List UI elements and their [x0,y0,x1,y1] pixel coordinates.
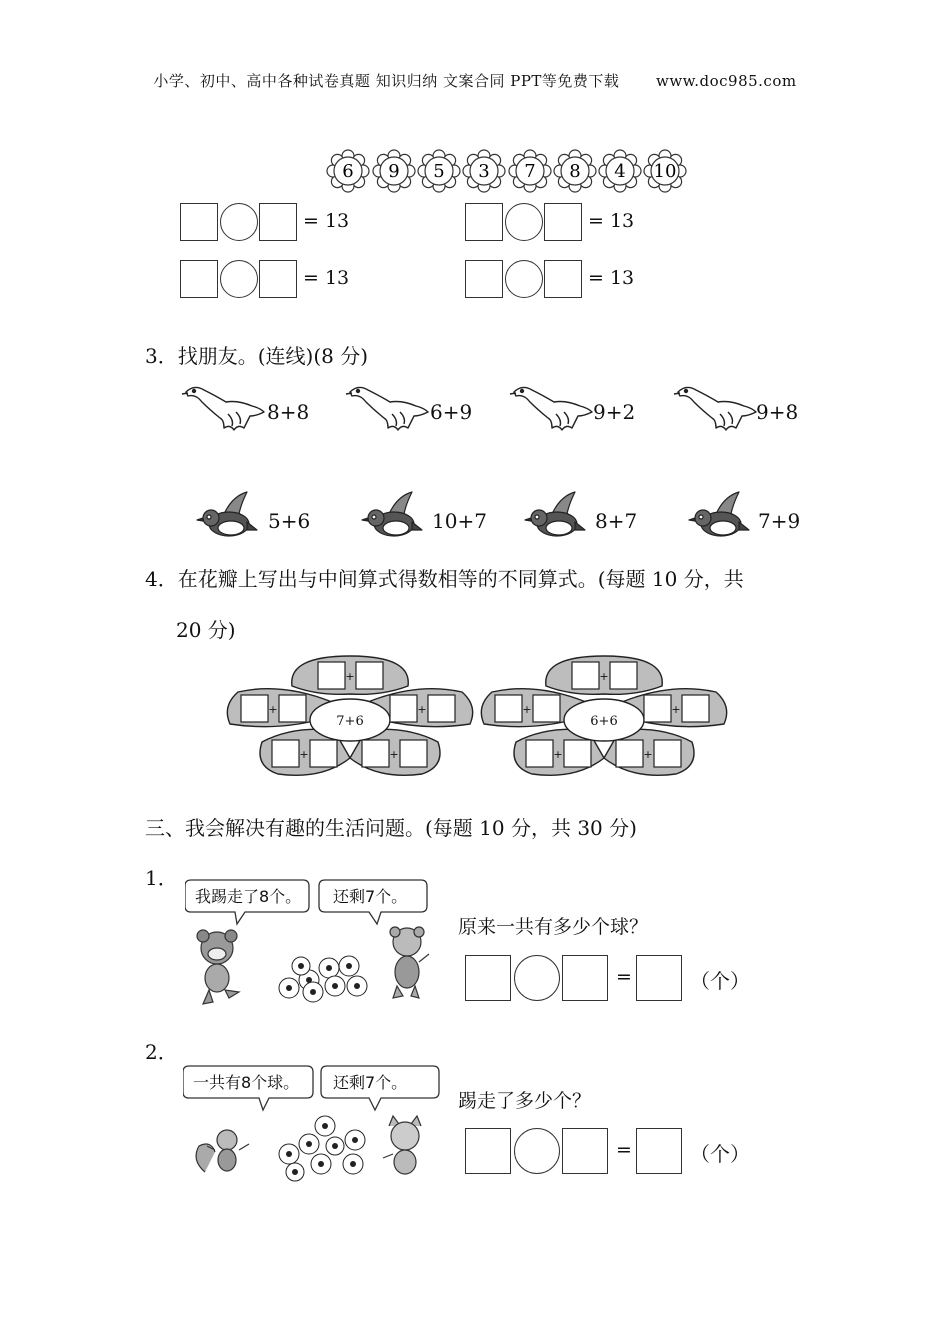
bird-icon [689,492,749,536]
squirrel-icon [196,1130,249,1172]
answer-box[interactable] [562,1128,608,1174]
problem-2-illustration [183,1062,443,1182]
flower-center-expression: 7+6 [336,714,364,729]
bear-icon [390,927,429,998]
plus-sign: + [643,748,653,761]
operator-circle[interactable] [514,955,560,1001]
goose-icon [510,387,592,430]
equals-13: = 13 [588,210,635,232]
bird-icon [362,492,422,536]
bird-icon [197,492,257,536]
goose-expression[interactable]: 9+2 [593,400,636,424]
unit-label: （个） [690,1142,750,1166]
answer-box[interactable] [180,203,218,241]
flower-number: 10 [653,161,677,182]
plus-sign: + [389,748,399,761]
bubble-text: 我踢走了8个。 [195,887,302,906]
plus-sign: + [599,670,609,683]
bird-expression[interactable]: 10+7 [432,509,487,533]
operator-circle[interactable] [514,1128,560,1174]
plus-sign: + [299,748,309,761]
plus-sign: + [417,703,427,716]
equals-13: = 13 [303,267,350,289]
problem-2-question: 踢走了多少个？ [458,1090,592,1112]
flower-number: 9 [388,161,400,182]
problem-1-illustration [185,876,445,1006]
bird-expression[interactable]: 8+7 [595,509,638,533]
equals-13: = 13 [303,210,350,232]
bear-icon [197,930,239,1004]
answer-box[interactable] [465,1128,511,1174]
answer-box[interactable] [465,260,503,298]
goose-icon [674,387,756,430]
section-3-title: 三、我会解决有趣的生活问题。(每题 10 分，共 30 分) [145,816,637,840]
equals-sign: = [616,1139,632,1161]
answer-box[interactable] [180,260,218,298]
number-flowers [320,148,700,194]
answer-box[interactable] [544,260,582,298]
flower-number: 4 [614,161,626,182]
operator-circle[interactable] [220,260,258,298]
plus-sign: + [345,670,355,683]
petal-flowers [222,650,732,780]
unit-label: （个） [690,969,750,993]
flower-number: 5 [433,161,445,182]
answer-box[interactable] [259,260,297,298]
plus-sign: + [522,703,532,716]
cat-icon [383,1116,421,1174]
bird-expression[interactable]: 5+6 [268,509,311,533]
question-4-title-line2: 20 分) [176,618,236,642]
answer-box[interactable] [259,203,297,241]
flower-number: 6 [342,161,354,182]
soccer-balls-icon [279,1116,365,1181]
operator-circle[interactable] [220,203,258,241]
header-url: www.doc985.com [655,72,797,90]
goose-expression[interactable]: 6+9 [430,400,473,424]
operator-circle[interactable] [505,260,543,298]
goose-icon [182,387,264,430]
soccer-balls-icon [279,956,367,1002]
answer-box[interactable] [544,203,582,241]
result-box[interactable] [636,1128,682,1174]
problem-1-question: 原来一共有多少个球？ [458,916,649,938]
header-left-text: 小学、初中、高中各种试卷真题 知识归纳 文案合同 PPT等免费下载 [153,72,620,90]
flower-number: 7 [524,161,536,182]
result-box[interactable] [636,955,682,1001]
question-3-title: 3．找朋友。(连线)(8 分) [145,344,369,368]
plus-sign: + [553,748,563,761]
flower-number: 3 [478,161,490,182]
problem-1-number: 1． [145,866,178,890]
bird-icon [525,492,585,536]
equals-sign: = [616,966,632,988]
plus-sign: + [268,703,278,716]
flower-number: 8 [569,161,581,182]
goose-icon [346,387,428,430]
bubble-text: 还剩7个。 [333,887,408,906]
question-4-title-line1: 4．在花瓣上写出与中间算式得数相等的不同算式。(每题 10 分，共 [145,567,744,591]
page-header [0,70,950,91]
equals-13: = 13 [588,267,635,289]
bubble-text: 还剩7个。 [333,1073,408,1092]
answer-box[interactable] [465,203,503,241]
answer-box[interactable] [562,955,608,1001]
answer-box[interactable] [465,955,511,1001]
flower-center-expression: 6+6 [590,714,618,729]
problem-2-number: 2． [145,1040,178,1064]
goose-expression[interactable]: 8+8 [267,400,310,424]
operator-circle[interactable] [505,203,543,241]
bubble-text: 一共有8个球。 [193,1073,300,1092]
goose-expression[interactable]: 9+8 [756,400,799,424]
bird-expression[interactable]: 7+9 [758,509,801,533]
plus-sign: + [671,703,681,716]
